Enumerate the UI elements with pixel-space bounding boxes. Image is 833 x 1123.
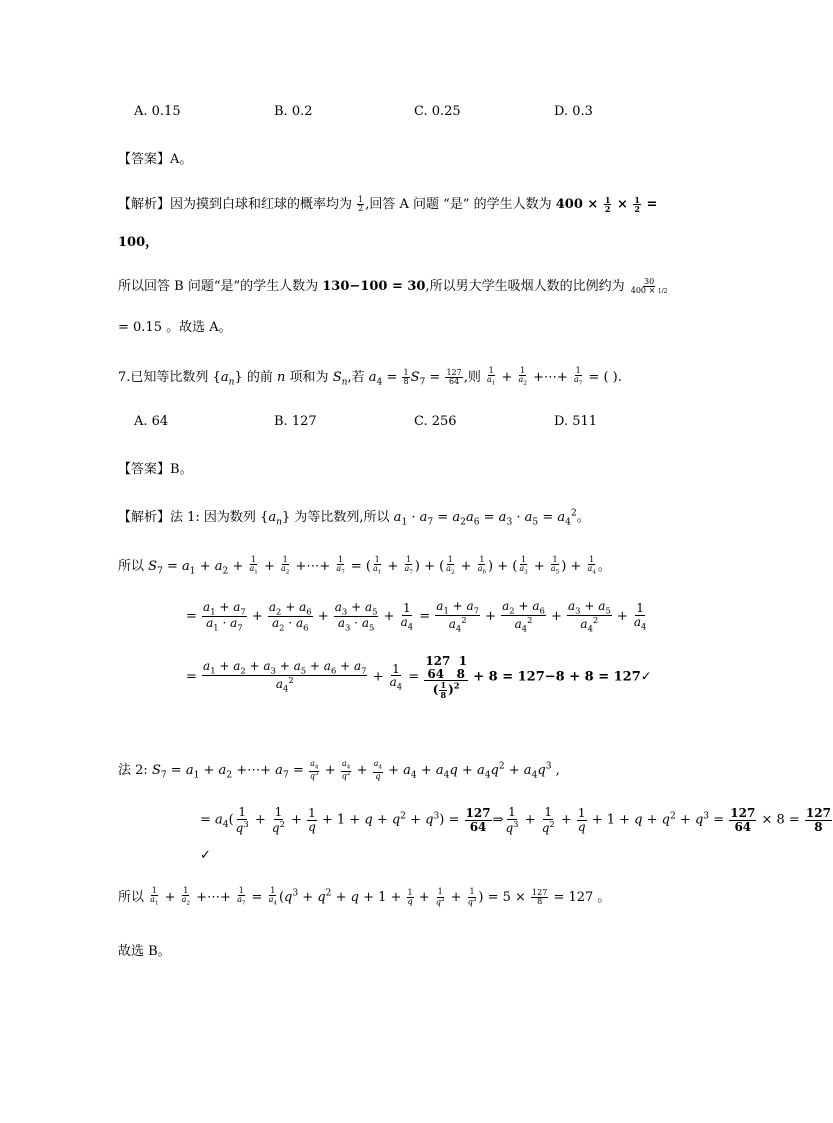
q6-option-d: D. 0.3 [554,104,593,119]
math-n: n [277,370,286,385]
stem-text: 7.已知等比数列 [118,370,209,385]
check-icon: ✓ [200,848,211,863]
stem-text: 的前 [246,370,273,385]
math-sum: $\frac{1}{a_1}$ + $\frac{1}{a_2}$ +⋯+ $\frac{1}{a_7}$ [487,366,583,388]
analysis-text: 所以回答 B 问题“是”的学生人数为 [118,279,319,294]
math-expr: 130−100 = 30 [322,279,426,294]
q6-option-b: B. 0.2 [274,104,313,119]
math-seq: $\{a_n\}$ [212,370,243,388]
q7-method2: 法 2: $S_7 = a_1 + a_2$ +⋯+ $a_7$ = $\frac{a_4}{q^3}$ + $\frac{a_4}{q^2}$ + $\frac{a_4}{q}$ + $a_4 + a_4q + a_4q^2 + a_4q^3$ , [118,758,560,781]
q7-option-c: C. 256 [414,414,457,429]
q7-conclusion: 故选 B。 [118,944,171,959]
q6-option-a: A. 0.15 [134,104,181,119]
method2-label: 法 2: [118,763,148,778]
analysis-text-b: ,回答 A 问题 “是” 的学生人数为 [365,197,552,212]
q7-m1-line2 [118,555,611,577]
q6-analysis-line2: 100， [118,235,159,250]
analysis-text-b: ,所以男大学生吸烟人数的比例约为 [425,279,625,294]
q7-stem [118,366,622,388]
stem-text: = ( ). [584,370,622,385]
math-frac: $\frac{30}{400 \times 1/2}$ [630,276,668,295]
stem-text: ,若 [347,370,365,385]
q7-option-b: B. 127 [274,414,317,429]
q7-m1-line3: = $\frac{a_1 + a_7}{a_1 \cdot a_7}$ + $\frac{a_2 + a_6}{a_2 \cdot a_6}$ + $\frac{a_3 + a_5}{a_3 \cdot a_5}$ + $\frac{1}{a_4}$ = $\frac{a_1 + a_7}{a_4^2}$ + $\frac{a_2 + a_6}{a_4^2}$ + $\frac{a_3 + a_5}{a_4^2}$ + $\frac{1}{a_4}$ [186,599,647,634]
q6-answer: 【答案】A。 [118,152,193,167]
math-cond: $a_4$ = $\frac{1}{8}$ $S_7$ = $\frac{127}{64}$ [368,367,462,388]
so-label: 所以 [118,890,145,905]
math-expr: 400 × $\frac{1}{2}$ × $\frac{1}{2}$ = [555,194,658,214]
method1-label: 【解析】法 1: 因为数列 [118,510,256,525]
q7-option-a: A. 64 [134,414,169,429]
math-expr: $S_7 = a_1 + a_2$ + $\frac{1}{a_1}$ + $\frac{1}{a_2}$ +⋯+ $\frac{1}{a_7}$ = ( $\frac{1}{a_1}$ + $\frac{1}{a_7}$ ) + ( $\frac{1}{a_2}$ + $\frac{1}{a_6}$ ) + ( $\frac{1}{a_3}$ + $\frac{1}{a_5}$ ) + $\frac{1}{a_4}$ 。 [148,555,611,577]
q7-method1 [118,506,590,528]
check-icon: ✓ [640,669,652,685]
stem-text: 项和为 [289,370,329,385]
stem-text: ,则 [463,370,481,385]
q7-final: 所以 $\frac{1}{a_1}$ + $\frac{1}{a_2}$ +⋯+ $\frac{1}{a_7}$ = $\frac{1}{a_4}$ ($q^3 + q^2 + q + 1$ + $\frac{1}{q}$ + $\frac{1}{q^2}$ + $\frac{1}{q^3}$ ) = 5 × $\frac{127}{8}$ = 127 。 [118,886,611,908]
so-label: 所以 [118,559,145,574]
q6-analysis-line3 [118,275,669,295]
q7-m1-line4: = $\frac{a_1 + a_2 + a_3 + a_5 + a_6 + a_7}{a_4^2}$ + $\frac{1}{a_4}$ = 127 1 64 8 ( $\frac{1}{8}$ )$^2$ + 8 = 127−8 + 8 = 127✓ [186,654,652,700]
analysis-text: 因为摸到白球和红球的概率均为 [170,197,353,212]
math-expr: $a_1 \cdot a_7 = a_2a_6 = a_3 \cdot a_5 = a_4^2$。 [393,508,590,528]
math-seq: $\{a_n\}$ [260,510,291,528]
q7-option-d: D. 511 [554,414,598,429]
analysis-label: 【解析】 [118,197,171,212]
q6-option-c: C. 0.25 [414,104,461,119]
method1-text: 为等比数列,所以 [294,510,390,525]
q6-analysis-line4: = 0.15 。故选 A。 [118,320,232,335]
math-frac: $\frac{1}{2}$ [358,194,364,213]
q7-answer: 【答案】B。 [118,462,193,477]
q6-analysis-line1 [118,193,657,213]
math-s: $S_n$ [332,370,348,388]
q7-m2-line2: = $a_4$( $\frac{1}{q^3}$ + $\frac{1}{q^2}$ + $\frac{1}{q}$ + $1 + q + q^2 + q^3$) = $\frac{127}{64}$ ⇒ $\frac{1}{q^3}$ + $\frac{1}{q^2}$ + $\frac{1}{q}$ + $1 + q + q^2 + q^3$ = $\frac{127}{64}$ × 8 = $\frac{127}{8}$ [200,805,831,835]
